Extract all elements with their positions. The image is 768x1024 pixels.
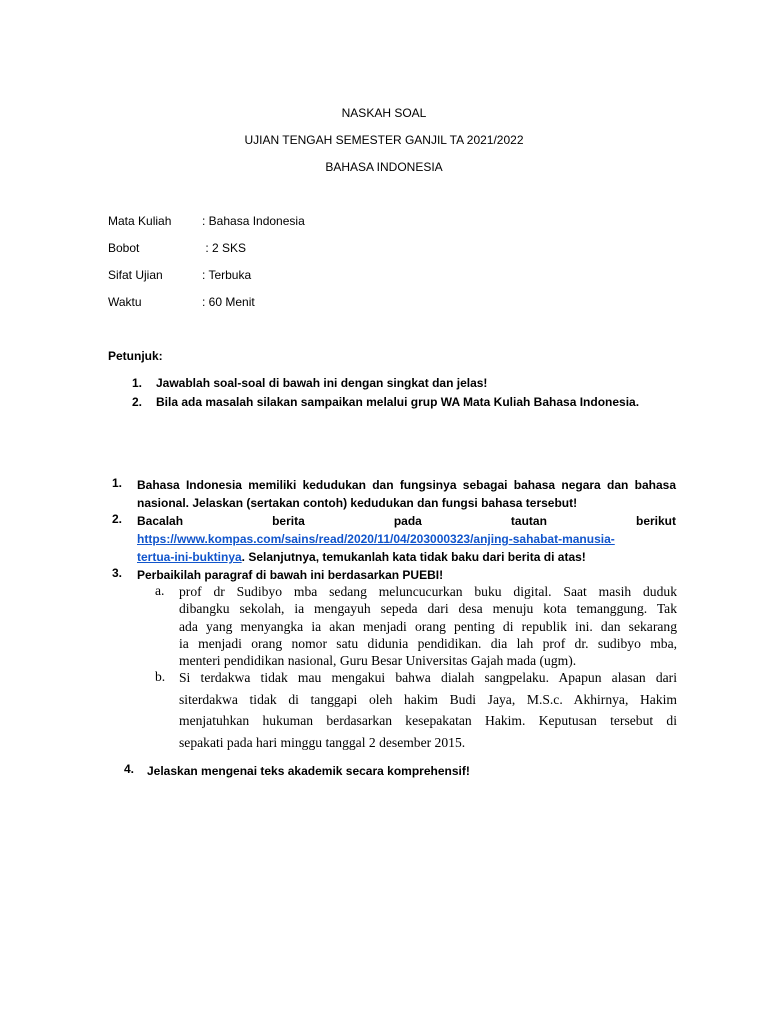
question-2 [137,512,676,566]
question-2-line-3 [137,548,676,566]
meta-label-exam-type: Sifat Ujian [108,268,163,282]
paragraph-a-line-2: dibangku sekolah, ia mengayuh sepeda dari desa menuju kota temanggung. Tak [179,601,677,617]
question-2-word-3: pada [393,514,422,528]
instruction-item-2: Bila ada masalah silakan sampaikan melalui grup WA Mata Kuliah Bahasa Indonesia. [156,395,640,409]
question-num-4: 4. [124,762,135,776]
meta-value-time: : 60 Menit [202,295,255,309]
instruction-num-1: 1. [132,376,143,390]
sub-label-b: b. [155,669,166,684]
question-1 [137,476,676,512]
exam-title: UJIAN TENGAH SEMESTER GANJIL TA 2021/2022 [244,133,524,147]
instruction-num-2: 2. [132,395,143,409]
question-2-line-2 [137,530,676,548]
question-1-text-1: Bahasa Indonesia memiliki kedudukan dan fungsinya sebagai bahasa negara dan bahasa [137,478,676,492]
question-num-1: 1. [112,476,123,490]
question-num-2: 2. [112,512,123,526]
question-4: Jelaskan mengenai teks akademik secara komprehensif! [147,764,470,778]
meta-label-time: Waktu [108,295,142,309]
paragraph-b-line-1: Si terdakwa tidak mau mengakui bahwa dialah sangpelaku. Apapun alasan dari [179,670,677,685]
question-2-line-1 [137,512,676,530]
paragraph-a-line-1: prof dr Sudibyo mba sedang meluncucurkan buku digital. Saat masih duduk [179,584,677,599]
meta-value-course: : Bahasa Indonesia [202,214,305,228]
paragraph-b [179,667,677,753]
meta-label-course: Mata Kuliah [108,214,172,228]
doc-title: NASKAH SOAL [341,106,427,120]
instruction-item-1: Jawablah soal-soal di bawah ini dengan singkat dan jelas! [156,376,488,390]
sub-label-a: a. [155,583,165,598]
question-2-followup: . Selanjutnya, temukanlah kata tidak baku dari berita di atas! [241,550,586,564]
paragraph-a-line-4: ia menjadi orang nomor satu didunia pendidikan. dia lah prof dr. sudibyo mba, [179,635,677,651]
question-2-word-5: berikut [635,514,676,528]
question-2-word-1: Bacalah [137,514,184,528]
paragraph-a [179,583,677,669]
meta-value-exam-type: : Terbuka [202,268,252,282]
question-1-line-1 [137,476,676,494]
article-link-part-2[interactable]: tertua-ini-buktinya [137,550,242,564]
paragraph-a-line-3: ada yang menyangka ia akan menjadi orang penting di republik ini. dan sekarang [179,618,677,634]
meta-value-weight: : 2 SKS [202,241,247,255]
question-num-3: 3. [112,566,123,580]
subject-title: BAHASA INDONESIA [325,160,443,174]
article-link-part-1[interactable]: https://www.kompas.com/sains/read/2020/11/04/203000323/anjing-sahabat-manusia- [137,532,615,546]
question-3: Perbaikilah paragraf di bawah ini berdasarkan PUEBI! [137,568,444,582]
paragraph-b-line-4: sepakati pada hari minggu tanggal 2 desember 2015. [179,734,466,750]
paragraph-a-line-5: menteri pendidikan nasional, Guru Besar Universitas Gajah mada (ugm). [179,653,577,669]
meta-label-weight: Bobot [108,241,140,255]
question-2-word-2: berita [272,514,305,528]
question-2-word-4: tautan [510,514,547,528]
paragraph-b-line-3: menjatuhkan hukuman berdasarkan kesepakatan Hakim. Keputusan tersebut di [179,713,677,728]
paragraph-b-line-2: siterdakwa tidak di tanggapi oleh hakim Budi Jaya, M.S.c. Akhirnya, Hakim [179,691,677,707]
instructions-title: Petunjuk: [108,349,163,363]
question-1-line-2: nasional. Jelaskan (sertakan contoh) kedudukan dan fungsi bahasa tersebut! [137,496,578,510]
